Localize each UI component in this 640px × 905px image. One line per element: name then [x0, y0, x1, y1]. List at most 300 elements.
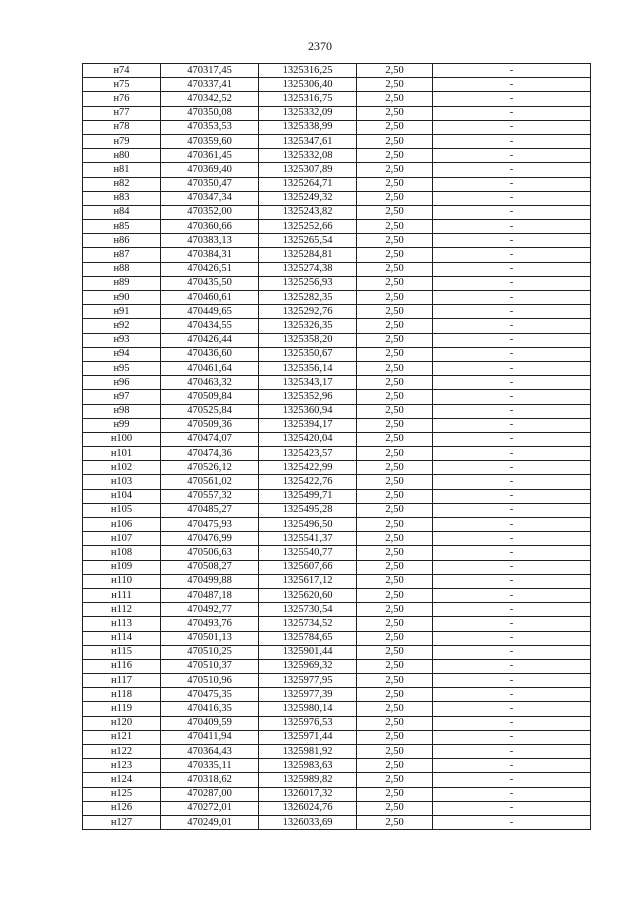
note-cell: - [433, 92, 591, 106]
point-id-cell: н84 [83, 205, 161, 219]
table-row [83, 248, 591, 262]
accuracy-cell: 2,50 [357, 319, 433, 333]
table-row [83, 305, 591, 319]
y-coordinate-cell: 1325264,71 [259, 177, 357, 191]
accuracy-cell: 2,50 [357, 291, 433, 305]
y-coordinate-cell: 1325343,17 [259, 376, 357, 390]
accuracy-cell: 2,50 [357, 603, 433, 617]
x-coordinate-cell: 470509,84 [161, 390, 259, 404]
point-id-cell: н115 [83, 645, 161, 659]
note-cell: - [433, 716, 591, 730]
x-coordinate-cell: 470501,13 [161, 631, 259, 645]
point-id-cell: н76 [83, 92, 161, 106]
accuracy-cell: 2,50 [357, 418, 433, 432]
y-coordinate-cell: 1325980,14 [259, 702, 357, 716]
x-coordinate-cell: 470350,08 [161, 106, 259, 120]
x-coordinate-cell: 470350,47 [161, 177, 259, 191]
table-row [83, 617, 591, 631]
accuracy-cell: 2,50 [357, 248, 433, 262]
table-row [83, 78, 591, 92]
accuracy-cell: 2,50 [357, 801, 433, 815]
y-coordinate-cell: 1325420,04 [259, 432, 357, 446]
x-coordinate-cell: 470318,62 [161, 773, 259, 787]
x-coordinate-cell: 470476,99 [161, 532, 259, 546]
point-id-cell: н90 [83, 291, 161, 305]
accuracy-cell: 2,50 [357, 404, 433, 418]
note-cell: - [433, 149, 591, 163]
point-id-cell: н117 [83, 674, 161, 688]
y-coordinate-cell: 1325976,53 [259, 716, 357, 730]
table-row [83, 418, 591, 432]
table-row [83, 659, 591, 673]
note-cell: - [433, 432, 591, 446]
y-coordinate-cell: 1325977,39 [259, 688, 357, 702]
x-coordinate-cell: 470337,41 [161, 78, 259, 92]
x-coordinate-cell: 470287,00 [161, 787, 259, 801]
point-id-cell: н106 [83, 518, 161, 532]
table-row [83, 163, 591, 177]
note-cell: - [433, 801, 591, 815]
accuracy-cell: 2,50 [357, 503, 433, 517]
table-row [83, 702, 591, 716]
x-coordinate-cell: 470561,02 [161, 475, 259, 489]
y-coordinate-cell: 1325307,89 [259, 163, 357, 177]
x-coordinate-cell: 470347,34 [161, 191, 259, 205]
accuracy-cell: 2,50 [357, 815, 433, 829]
point-id-cell: н103 [83, 475, 161, 489]
table-row [83, 603, 591, 617]
accuracy-cell: 2,50 [357, 659, 433, 673]
table-row [83, 801, 591, 815]
point-id-cell: н114 [83, 631, 161, 645]
table-row [83, 177, 591, 191]
point-id-cell: н104 [83, 489, 161, 503]
note-cell: - [433, 262, 591, 276]
note-cell: - [433, 333, 591, 347]
note-cell: - [433, 120, 591, 134]
table-row [83, 64, 591, 78]
note-cell: - [433, 376, 591, 390]
point-id-cell: н98 [83, 404, 161, 418]
note-cell: - [433, 745, 591, 759]
y-coordinate-cell: 1325249,32 [259, 191, 357, 205]
note-cell: - [433, 191, 591, 205]
accuracy-cell: 2,50 [357, 347, 433, 361]
y-coordinate-cell: 1325981,92 [259, 745, 357, 759]
note-cell: - [433, 248, 591, 262]
y-coordinate-cell: 1325989,82 [259, 773, 357, 787]
accuracy-cell: 2,50 [357, 177, 433, 191]
y-coordinate-cell: 1325607,66 [259, 560, 357, 574]
note-cell: - [433, 815, 591, 829]
y-coordinate-cell: 1325274,38 [259, 262, 357, 276]
y-coordinate-cell: 1325284,81 [259, 248, 357, 262]
y-coordinate-cell: 1325292,76 [259, 305, 357, 319]
accuracy-cell: 2,50 [357, 149, 433, 163]
x-coordinate-cell: 470525,84 [161, 404, 259, 418]
point-id-cell: н116 [83, 659, 161, 673]
accuracy-cell: 2,50 [357, 702, 433, 716]
y-coordinate-cell: 1325422,76 [259, 475, 357, 489]
coordinates-table [82, 63, 591, 830]
y-coordinate-cell: 1325350,67 [259, 347, 357, 361]
y-coordinate-cell: 1325977,95 [259, 674, 357, 688]
point-id-cell: н100 [83, 432, 161, 446]
y-coordinate-cell: 1325499,71 [259, 489, 357, 503]
accuracy-cell: 2,50 [357, 92, 433, 106]
x-coordinate-cell: 470342,52 [161, 92, 259, 106]
y-coordinate-cell: 1325306,40 [259, 78, 357, 92]
note-cell: - [433, 390, 591, 404]
point-id-cell: н112 [83, 603, 161, 617]
point-id-cell: н83 [83, 191, 161, 205]
x-coordinate-cell: 470409,59 [161, 716, 259, 730]
y-coordinate-cell: 1325356,14 [259, 361, 357, 375]
note-cell: - [433, 347, 591, 361]
table-row [83, 234, 591, 248]
accuracy-cell: 2,50 [357, 730, 433, 744]
x-coordinate-cell: 470352,00 [161, 205, 259, 219]
accuracy-cell: 2,50 [357, 574, 433, 588]
point-id-cell: н101 [83, 447, 161, 461]
note-cell: - [433, 659, 591, 673]
y-coordinate-cell: 1325332,09 [259, 106, 357, 120]
note-cell: - [433, 418, 591, 432]
note-cell: - [433, 319, 591, 333]
x-coordinate-cell: 470426,44 [161, 333, 259, 347]
note-cell: - [433, 134, 591, 148]
accuracy-cell: 2,50 [357, 134, 433, 148]
y-coordinate-cell: 1325901,44 [259, 645, 357, 659]
note-cell: - [433, 702, 591, 716]
table-row [83, 560, 591, 574]
table-row [83, 432, 591, 446]
note-cell: - [433, 489, 591, 503]
note-cell: - [433, 78, 591, 92]
accuracy-cell: 2,50 [357, 759, 433, 773]
x-coordinate-cell: 470335,11 [161, 759, 259, 773]
y-coordinate-cell: 1325540,77 [259, 546, 357, 560]
x-coordinate-cell: 470369,40 [161, 163, 259, 177]
accuracy-cell: 2,50 [357, 305, 433, 319]
y-coordinate-cell: 1325338,99 [259, 120, 357, 134]
table-row [83, 773, 591, 787]
y-coordinate-cell: 1325784,65 [259, 631, 357, 645]
table-row [83, 716, 591, 730]
note-cell: - [433, 503, 591, 517]
table-row [83, 787, 591, 801]
point-id-cell: н105 [83, 503, 161, 517]
point-id-cell: н102 [83, 461, 161, 475]
point-id-cell: н82 [83, 177, 161, 191]
y-coordinate-cell: 1326017,32 [259, 787, 357, 801]
accuracy-cell: 2,50 [357, 432, 433, 446]
point-id-cell: н108 [83, 546, 161, 560]
point-id-cell: н93 [83, 333, 161, 347]
accuracy-cell: 2,50 [357, 163, 433, 177]
y-coordinate-cell: 1325422,99 [259, 461, 357, 475]
point-id-cell: н109 [83, 560, 161, 574]
x-coordinate-cell: 470317,45 [161, 64, 259, 78]
x-coordinate-cell: 470475,35 [161, 688, 259, 702]
y-coordinate-cell: 1325265,54 [259, 234, 357, 248]
accuracy-cell: 2,50 [357, 333, 433, 347]
point-id-cell: н110 [83, 574, 161, 588]
point-id-cell: н81 [83, 163, 161, 177]
y-coordinate-cell: 1325352,96 [259, 390, 357, 404]
note-cell: - [433, 773, 591, 787]
note-cell: - [433, 617, 591, 631]
table-row [83, 134, 591, 148]
note-cell: - [433, 532, 591, 546]
y-coordinate-cell: 1325326,35 [259, 319, 357, 333]
table-row [83, 461, 591, 475]
y-coordinate-cell: 1325394,17 [259, 418, 357, 432]
table-row [83, 532, 591, 546]
note-cell: - [433, 64, 591, 78]
point-id-cell: н107 [83, 532, 161, 546]
accuracy-cell: 2,50 [357, 78, 433, 92]
point-id-cell: н124 [83, 773, 161, 787]
point-id-cell: н74 [83, 64, 161, 78]
x-coordinate-cell: 470475,93 [161, 518, 259, 532]
y-coordinate-cell: 1325252,66 [259, 220, 357, 234]
note-cell: - [433, 688, 591, 702]
x-coordinate-cell: 470508,27 [161, 560, 259, 574]
note-cell: - [433, 603, 591, 617]
y-coordinate-cell: 1326024,76 [259, 801, 357, 815]
point-id-cell: н88 [83, 262, 161, 276]
x-coordinate-cell: 470487,18 [161, 588, 259, 602]
note-cell: - [433, 475, 591, 489]
table-row [83, 645, 591, 659]
y-coordinate-cell: 1325971,44 [259, 730, 357, 744]
x-coordinate-cell: 470361,45 [161, 149, 259, 163]
table-row [83, 333, 591, 347]
table-row [83, 276, 591, 290]
y-coordinate-cell: 1325730,54 [259, 603, 357, 617]
point-id-cell: н79 [83, 134, 161, 148]
x-coordinate-cell: 470510,96 [161, 674, 259, 688]
accuracy-cell: 2,50 [357, 745, 433, 759]
point-id-cell: н89 [83, 276, 161, 290]
accuracy-cell: 2,50 [357, 674, 433, 688]
accuracy-cell: 2,50 [357, 390, 433, 404]
y-coordinate-cell: 1325332,08 [259, 149, 357, 163]
note-cell: - [433, 305, 591, 319]
point-id-cell: н121 [83, 730, 161, 744]
point-id-cell: н85 [83, 220, 161, 234]
accuracy-cell: 2,50 [357, 191, 433, 205]
note-cell: - [433, 759, 591, 773]
point-id-cell: н92 [83, 319, 161, 333]
x-coordinate-cell: 470416,35 [161, 702, 259, 716]
x-coordinate-cell: 470510,37 [161, 659, 259, 673]
y-coordinate-cell: 1325541,37 [259, 532, 357, 546]
point-id-cell: н77 [83, 106, 161, 120]
x-coordinate-cell: 470434,55 [161, 319, 259, 333]
y-coordinate-cell: 1325358,20 [259, 333, 357, 347]
note-cell: - [433, 546, 591, 560]
x-coordinate-cell: 470493,76 [161, 617, 259, 631]
x-coordinate-cell: 470506,63 [161, 546, 259, 560]
table-row [83, 503, 591, 517]
table-row [83, 631, 591, 645]
accuracy-cell: 2,50 [357, 617, 433, 631]
table-row [83, 92, 591, 106]
table-row [83, 447, 591, 461]
accuracy-cell: 2,50 [357, 220, 433, 234]
x-coordinate-cell: 470436,60 [161, 347, 259, 361]
x-coordinate-cell: 470272,01 [161, 801, 259, 815]
table-row [83, 588, 591, 602]
point-id-cell: н126 [83, 801, 161, 815]
y-coordinate-cell: 1325256,93 [259, 276, 357, 290]
note-cell: - [433, 588, 591, 602]
note-cell: - [433, 730, 591, 744]
x-coordinate-cell: 470463,32 [161, 376, 259, 390]
coordinates-table-body [83, 64, 591, 830]
point-id-cell: н127 [83, 815, 161, 829]
point-id-cell: н111 [83, 588, 161, 602]
point-id-cell: н120 [83, 716, 161, 730]
note-cell: - [433, 276, 591, 290]
point-id-cell: н125 [83, 787, 161, 801]
y-coordinate-cell: 1325243,82 [259, 205, 357, 219]
x-coordinate-cell: 470474,07 [161, 432, 259, 446]
y-coordinate-cell: 1325969,32 [259, 659, 357, 673]
note-cell: - [433, 461, 591, 475]
y-coordinate-cell: 1325495,28 [259, 503, 357, 517]
y-coordinate-cell: 1325316,75 [259, 92, 357, 106]
accuracy-cell: 2,50 [357, 262, 433, 276]
table-row [83, 574, 591, 588]
y-coordinate-cell: 1325316,25 [259, 64, 357, 78]
point-id-cell: н123 [83, 759, 161, 773]
x-coordinate-cell: 470557,32 [161, 489, 259, 503]
accuracy-cell: 2,50 [357, 518, 433, 532]
x-coordinate-cell: 470510,25 [161, 645, 259, 659]
x-coordinate-cell: 470526,12 [161, 461, 259, 475]
note-cell: - [433, 787, 591, 801]
point-id-cell: н86 [83, 234, 161, 248]
accuracy-cell: 2,50 [357, 489, 433, 503]
x-coordinate-cell: 470383,13 [161, 234, 259, 248]
point-id-cell: н96 [83, 376, 161, 390]
x-coordinate-cell: 470499,88 [161, 574, 259, 588]
note-cell: - [433, 291, 591, 305]
note-cell: - [433, 404, 591, 418]
x-coordinate-cell: 470492,77 [161, 603, 259, 617]
accuracy-cell: 2,50 [357, 546, 433, 560]
table-row [83, 475, 591, 489]
x-coordinate-cell: 470449,65 [161, 305, 259, 319]
note-cell: - [433, 560, 591, 574]
point-id-cell: н94 [83, 347, 161, 361]
accuracy-cell: 2,50 [357, 560, 433, 574]
point-id-cell: н97 [83, 390, 161, 404]
table-row [83, 376, 591, 390]
accuracy-cell: 2,50 [357, 461, 433, 475]
note-cell: - [433, 518, 591, 532]
x-coordinate-cell: 470426,51 [161, 262, 259, 276]
y-coordinate-cell: 1325620,60 [259, 588, 357, 602]
table-row [83, 361, 591, 375]
x-coordinate-cell: 470353,53 [161, 120, 259, 134]
y-coordinate-cell: 1325423,57 [259, 447, 357, 461]
accuracy-cell: 2,50 [357, 688, 433, 702]
x-coordinate-cell: 470474,36 [161, 447, 259, 461]
accuracy-cell: 2,50 [357, 276, 433, 290]
y-coordinate-cell: 1325347,61 [259, 134, 357, 148]
table-row [83, 674, 591, 688]
note-cell: - [433, 177, 591, 191]
accuracy-cell: 2,50 [357, 106, 433, 120]
point-id-cell: н113 [83, 617, 161, 631]
y-coordinate-cell: 1326033,69 [259, 815, 357, 829]
accuracy-cell: 2,50 [357, 588, 433, 602]
table-row [83, 120, 591, 134]
x-coordinate-cell: 470411,94 [161, 730, 259, 744]
x-coordinate-cell: 470460,61 [161, 291, 259, 305]
note-cell: - [433, 645, 591, 659]
x-coordinate-cell: 470384,31 [161, 248, 259, 262]
accuracy-cell: 2,50 [357, 475, 433, 489]
point-id-cell: н99 [83, 418, 161, 432]
y-coordinate-cell: 1325360,94 [259, 404, 357, 418]
table-row [83, 390, 591, 404]
table-row [83, 319, 591, 333]
accuracy-cell: 2,50 [357, 631, 433, 645]
table-row [83, 205, 591, 219]
note-cell: - [433, 106, 591, 120]
x-coordinate-cell: 470435,50 [161, 276, 259, 290]
page-number: 2370 [308, 39, 332, 53]
note-cell: - [433, 205, 591, 219]
y-coordinate-cell: 1325282,35 [259, 291, 357, 305]
accuracy-cell: 2,50 [357, 376, 433, 390]
point-id-cell: н95 [83, 361, 161, 375]
table-row [83, 262, 591, 276]
point-id-cell: н122 [83, 745, 161, 759]
table-row [83, 745, 591, 759]
table-row [83, 815, 591, 829]
table-row [83, 191, 591, 205]
table-row [83, 106, 591, 120]
x-coordinate-cell: 470364,43 [161, 745, 259, 759]
note-cell: - [433, 163, 591, 177]
accuracy-cell: 2,50 [357, 120, 433, 134]
accuracy-cell: 2,50 [357, 205, 433, 219]
accuracy-cell: 2,50 [357, 64, 433, 78]
table-row [83, 220, 591, 234]
note-cell: - [433, 631, 591, 645]
table-row [83, 518, 591, 532]
x-coordinate-cell: 470485,27 [161, 503, 259, 517]
accuracy-cell: 2,50 [357, 787, 433, 801]
note-cell: - [433, 220, 591, 234]
point-id-cell: н78 [83, 120, 161, 134]
accuracy-cell: 2,50 [357, 532, 433, 546]
accuracy-cell: 2,50 [357, 716, 433, 730]
point-id-cell: н91 [83, 305, 161, 319]
table-row [83, 489, 591, 503]
y-coordinate-cell: 1325734,52 [259, 617, 357, 631]
point-id-cell: н118 [83, 688, 161, 702]
table-row [83, 347, 591, 361]
x-coordinate-cell: 470359,60 [161, 134, 259, 148]
point-id-cell: н87 [83, 248, 161, 262]
